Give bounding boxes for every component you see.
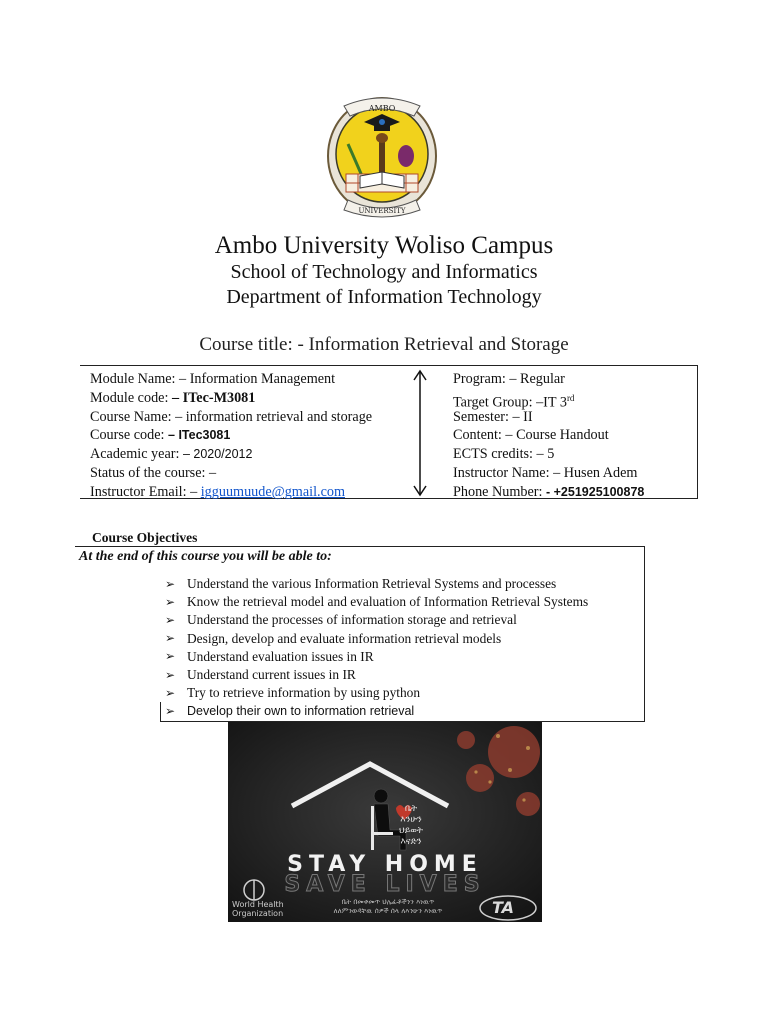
instructor-name-value: – Husen Adem <box>553 464 638 481</box>
objective-text: Design, develop and evaluate information retrieval models <box>187 630 502 646</box>
list-item <box>165 630 588 648</box>
arrow-bullet-icon: ➢ <box>165 612 176 627</box>
content-row <box>453 426 644 445</box>
logo-bottom-text: UNIVERSITY <box>358 207 406 215</box>
logo-top-text: AMBO <box>368 104 396 113</box>
instructor-email-label: Instructor Email: – <box>90 483 201 500</box>
arrow-bullet-icon: ➢ <box>165 704 176 719</box>
academic-year-value: – 2020/2012 <box>182 447 253 462</box>
target-group-label: Target Group: <box>453 394 537 411</box>
academic-year-row <box>90 445 372 464</box>
course-code-row <box>90 426 372 445</box>
amharic-caption-line: ቤት በመቀመጥ ህሌፊቶችንን እነዉጥ <box>341 898 435 906</box>
course-name-value: – information retrieval and storage <box>175 408 373 425</box>
course-name-row <box>90 408 372 427</box>
module-code-row <box>90 389 372 408</box>
objective-text: Understand evaluation issues in IR <box>187 648 374 664</box>
target-group-row <box>453 389 644 411</box>
arrow-bullet-icon: ➢ <box>165 685 176 700</box>
target-group-sup: rd <box>566 392 575 403</box>
list-item <box>165 575 588 593</box>
course-title: Course title: - Information Retrieval and Storage <box>199 334 569 355</box>
list-item <box>165 702 588 720</box>
phone-row <box>453 483 644 502</box>
content-label: Content: <box>453 427 506 444</box>
module-name-row <box>90 370 372 389</box>
amharic-caption-line: ለለምንወዳቸዉ ሰዎች ሰላ ለእንሁን እነዉጥ <box>333 906 443 915</box>
objective-text: Understand the various Information Retrieval Systems and processes <box>187 576 557 592</box>
arrow-bullet-icon: ➢ <box>165 667 176 682</box>
poster-amharic-caption <box>288 898 488 915</box>
amharic-line: እንሁን <box>400 815 422 825</box>
phone-value: - +251925100878 <box>546 484 645 499</box>
list-item <box>165 666 588 684</box>
course-info-left-column <box>90 370 372 502</box>
program-row <box>453 370 644 389</box>
objectives-intro: At the end of this course you will be able to: <box>79 549 332 564</box>
content-value: – Course Handout <box>505 427 609 444</box>
status-value: – <box>209 464 217 481</box>
university-logo <box>322 92 442 222</box>
list-item <box>165 684 588 702</box>
university-name: Ambo University Woliso Campus <box>214 232 554 259</box>
instructor-email-link[interactable]: igguumuude@gmail.com <box>200 483 345 500</box>
arrow-bullet-icon: ➢ <box>165 594 176 609</box>
right-logo-text: TA <box>492 898 515 917</box>
department-name: Department of Information Technology <box>226 286 542 308</box>
ects-label: ECTS credits: <box>453 446 537 463</box>
instructor-name-row <box>453 464 644 483</box>
program-label: Program: <box>453 371 510 387</box>
course-code-value: – ITec3081 <box>168 428 231 443</box>
instructor-email-row <box>90 483 372 502</box>
who-logo-label: World Health Organization <box>232 900 284 918</box>
stay-home-poster <box>228 722 542 922</box>
poster-right-logo <box>478 894 538 920</box>
objective-text: Understand the processes of information storage and retrieval <box>187 612 517 628</box>
arrow-bullet-icon: ➢ <box>165 649 176 664</box>
instructor-name-label: Instructor Name: <box>453 464 554 481</box>
amharic-line: ህይወት <box>399 826 423 836</box>
poster-amharic-text <box>391 804 431 848</box>
course-code-label: Course code: <box>90 427 169 444</box>
list-item <box>165 593 588 611</box>
objectives-list <box>165 575 588 721</box>
arrow-bullet-icon: ➢ <box>165 631 176 646</box>
poster-stay-home: STAY HOME <box>287 852 483 877</box>
objective-text: Develop their own to information retrieval <box>187 704 415 719</box>
ects-row <box>453 445 644 464</box>
module-code-label: Module code: <box>90 389 172 406</box>
objective-text: Know the retrieval model and evaluation of Information Retrieval Systems <box>187 594 589 610</box>
semester-value: – II <box>512 408 533 425</box>
objective-text: Understand current issues in IR <box>187 667 356 683</box>
list-item <box>165 611 588 629</box>
status-row <box>90 464 372 483</box>
poster-save-lives: SAVE LIVES <box>284 872 486 897</box>
course-name-label: Course Name: <box>90 408 176 425</box>
course-info-right-column <box>453 370 644 502</box>
ects-value: – 5 <box>536 446 555 463</box>
amharic-line: እናድን <box>400 837 422 847</box>
status-label: Status of the course: <box>90 464 209 481</box>
list-item <box>165 648 588 666</box>
program-value: – Regular <box>509 371 565 387</box>
objectives-heading: Course Objectives <box>92 530 198 545</box>
objective-text: Try to retrieve information by using python <box>187 685 421 701</box>
target-group-value: –IT 3 <box>536 394 567 411</box>
module-name-label: Module Name: <box>90 371 180 387</box>
course-info-table <box>80 365 698 499</box>
module-code-value: – ITec-M3081 <box>171 389 256 406</box>
academic-year-label: Academic year: <box>90 446 183 463</box>
arrow-bullet-icon: ➢ <box>165 576 176 591</box>
school-name: School of Technology and Informatics <box>230 261 538 283</box>
amharic-line: ቤት <box>404 804 418 814</box>
double-arrow-icon <box>410 368 430 498</box>
module-name-value: – Information Management <box>179 371 336 387</box>
phone-label: Phone Number: <box>453 483 546 500</box>
semester-label: Semester: <box>453 408 513 425</box>
